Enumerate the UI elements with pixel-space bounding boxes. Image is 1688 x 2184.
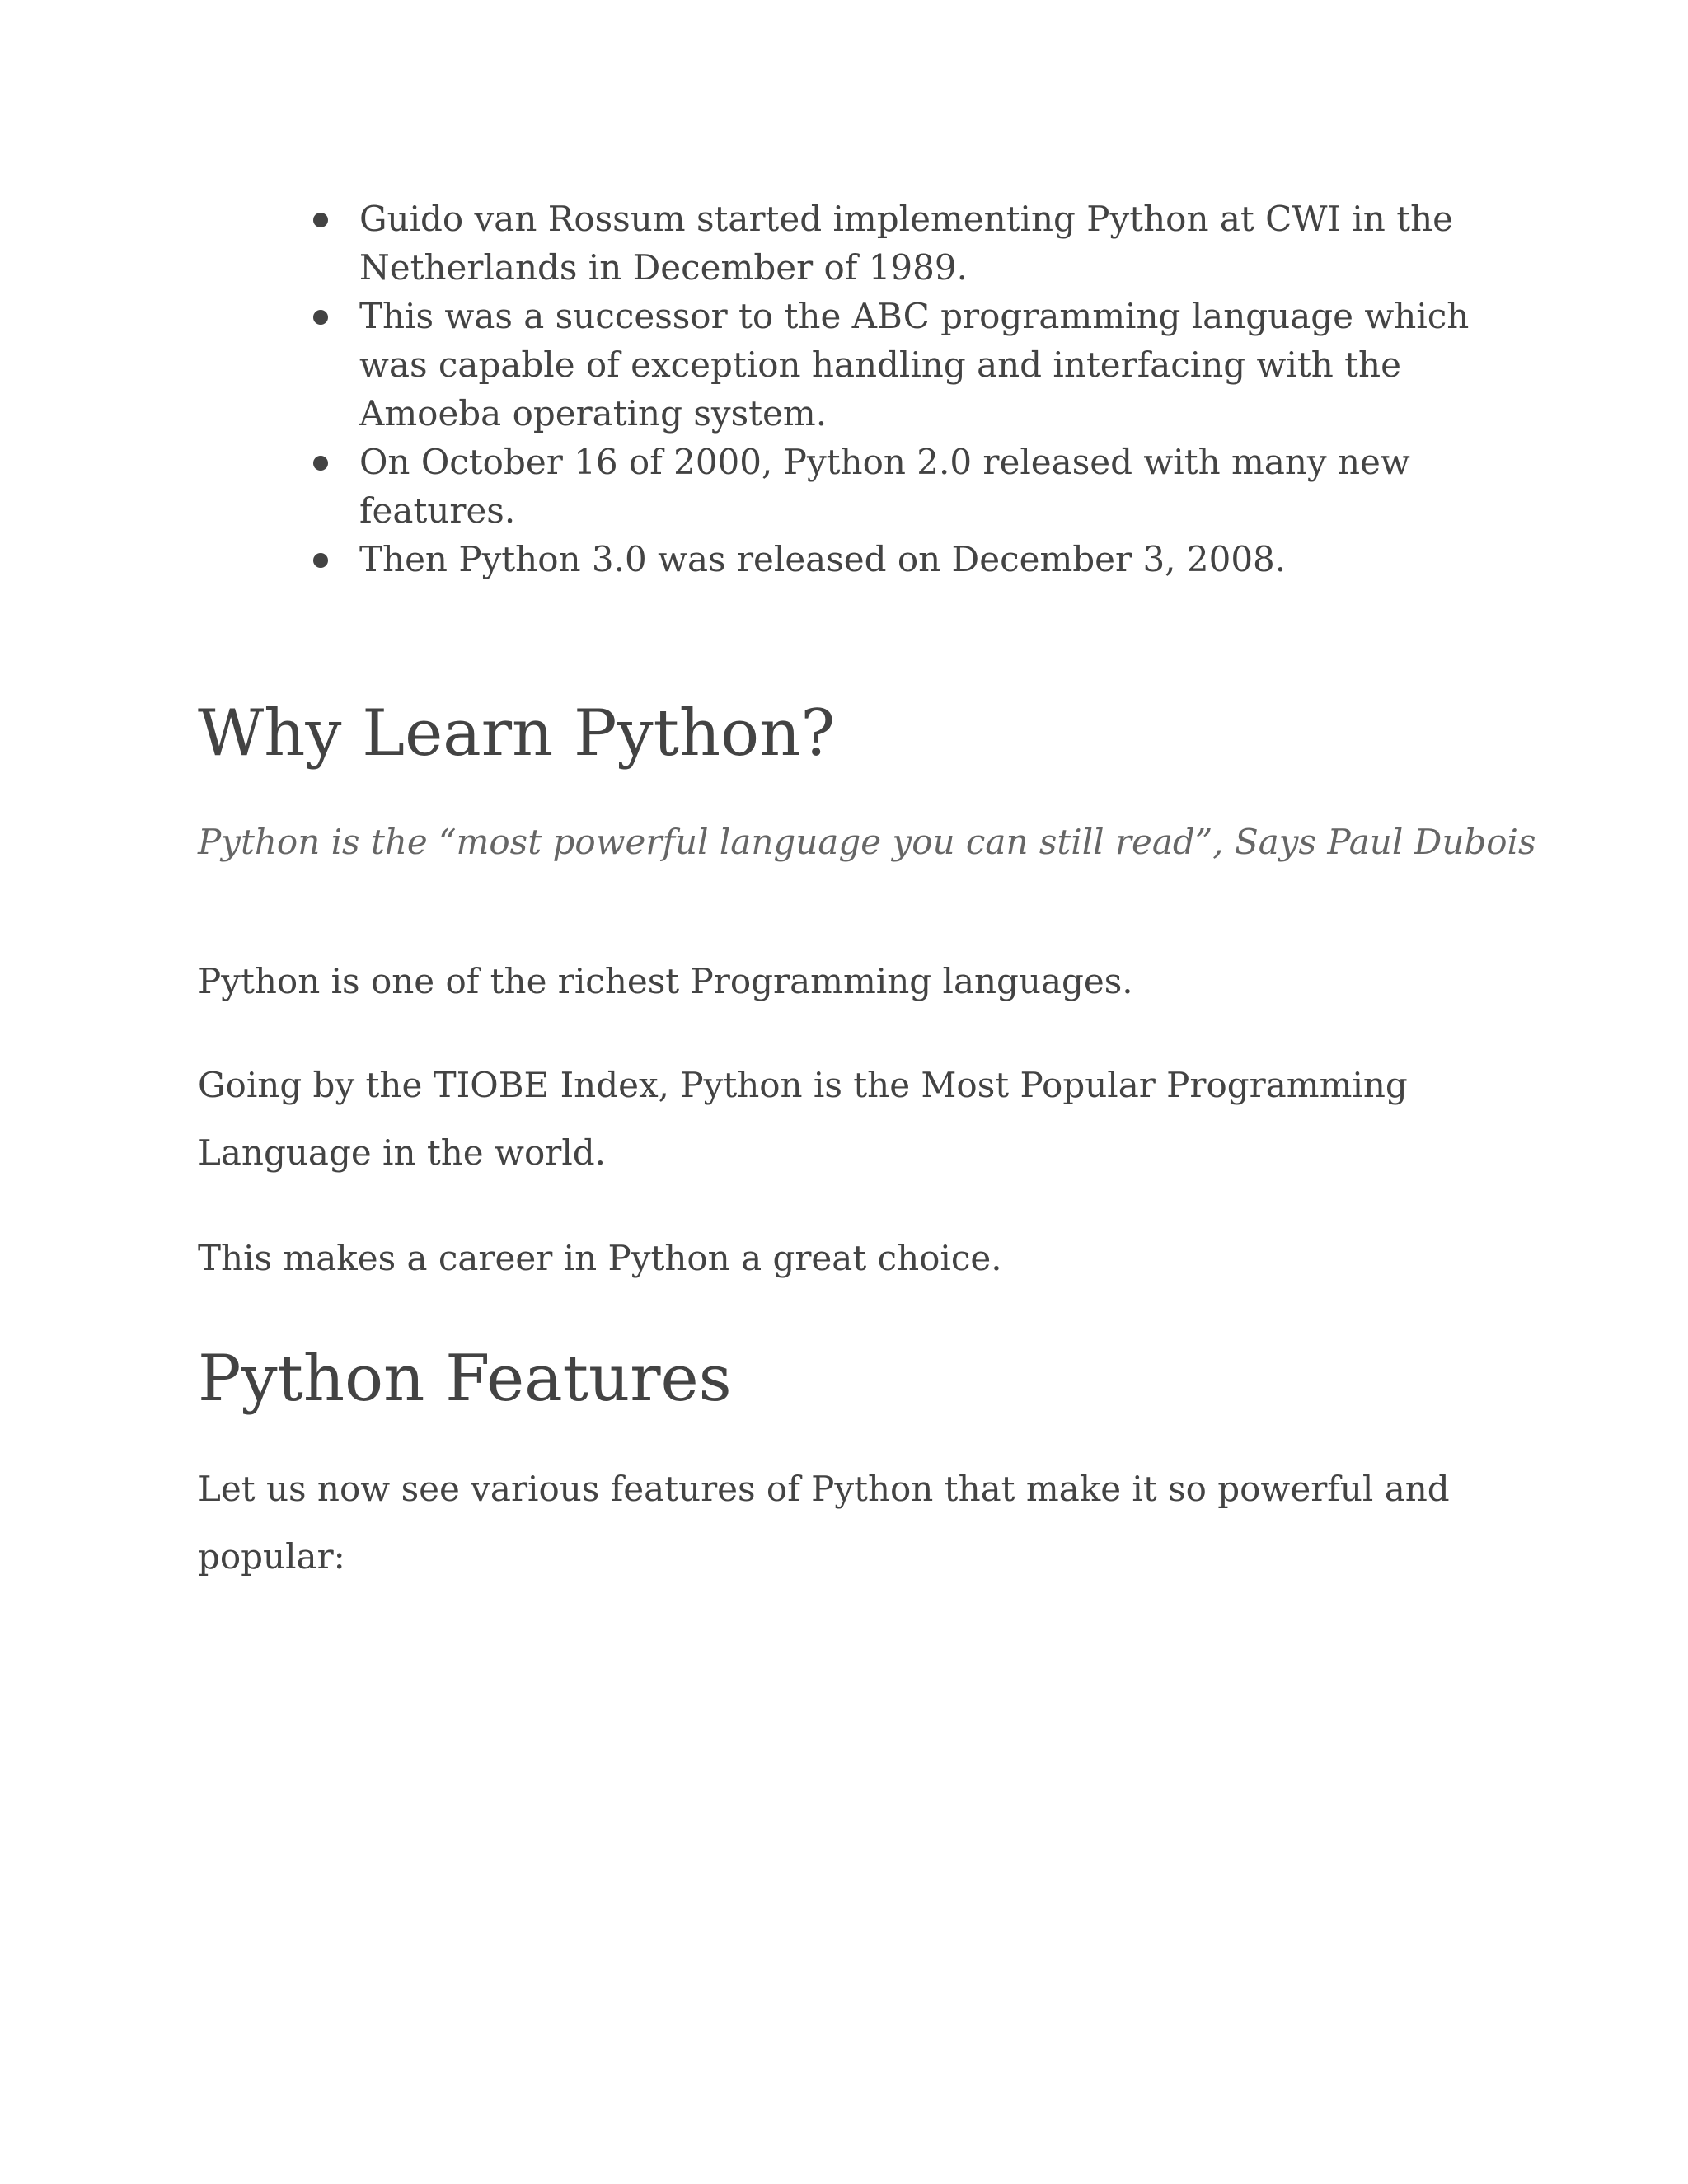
paragraph-career: This makes a career in Python a great choice. bbox=[198, 1238, 1002, 1278]
why-learn-heading: Why Learn Python? bbox=[198, 696, 836, 771]
bullet-dot-icon bbox=[313, 456, 328, 471]
bullet-text: Then Python 3.0 was released on December 3, 2008. bbox=[359, 539, 1287, 579]
paragraph-richest: Python is one of the richest Programming languages. bbox=[198, 961, 1133, 1001]
list-item bbox=[313, 535, 1484, 583]
bullet-dot-icon bbox=[313, 213, 328, 227]
list-item bbox=[313, 194, 1484, 292]
paragraph-features-intro: Let us now see various features of Python that make it so powerful and popular: bbox=[198, 1469, 1450, 1577]
list-item bbox=[313, 438, 1484, 535]
bullet-text: Guido van Rossum started implementing Python at CWI in the Netherlands in December of 1989. bbox=[359, 199, 1453, 288]
history-bullet-list bbox=[313, 194, 1484, 583]
python-features-heading: Python Features bbox=[198, 1342, 732, 1416]
bullet-dot-icon bbox=[313, 553, 328, 568]
paragraph-tiobe: Going by the TIOBE Index, Python is the Most Popular Programming Language in the world. bbox=[198, 1065, 1408, 1173]
list-item bbox=[313, 292, 1484, 438]
dubois-quote: Python is the “most powerful language you can still read”, Says Paul Dubois bbox=[198, 822, 1536, 862]
bullet-dot-icon bbox=[313, 310, 328, 325]
bullet-text: This was a successor to the ABC programming language which was capable of exception handling and interfacing with the Amoeba operating system. bbox=[359, 296, 1470, 434]
bullet-text: On October 16 of 2000, Python 2.0 released with many new features. bbox=[359, 442, 1410, 531]
